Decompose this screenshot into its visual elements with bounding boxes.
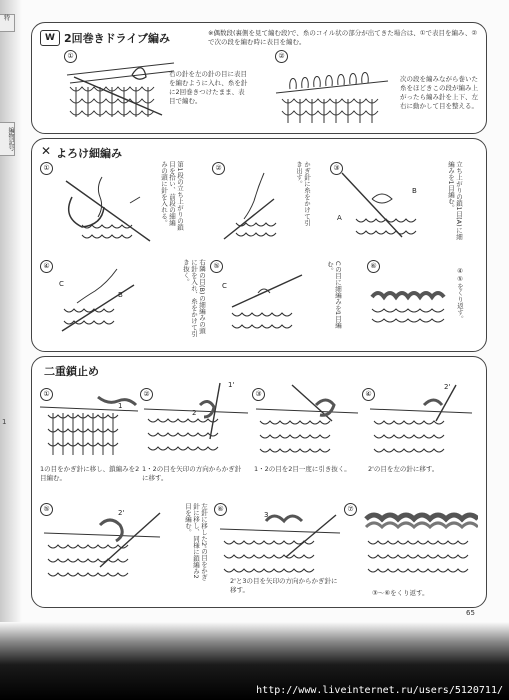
step-text: かぎ針に糸をかけて引き出す。 bbox=[295, 161, 311, 226]
bindoff-figure-7 bbox=[362, 507, 478, 583]
edge-tab-top: 特 bbox=[0, 14, 15, 32]
step-number: ① bbox=[64, 50, 77, 63]
bindoff-figure-5 bbox=[40, 507, 165, 583]
label-b: B bbox=[412, 187, 417, 195]
crochet-figure-2 bbox=[214, 169, 294, 251]
section-title: よろけ細編み bbox=[56, 147, 122, 160]
mark-1: 1 bbox=[118, 402, 123, 410]
step-number: ④ bbox=[40, 260, 53, 273]
section-intro: ※偶数段(裏側を見て編む段)で、糸のコイル状の部分が出てきた場合は、①で表目を編み、②で次の段を編む時に表目を編む。 bbox=[208, 29, 478, 46]
section-title: 二重鎖止め bbox=[44, 365, 99, 378]
step-text: 右隣の目(B)の細編みの頭に針を入れ、糸をかけて引き抜く。 bbox=[182, 259, 206, 337]
coiled-loops bbox=[290, 73, 369, 90]
step-number: ⑦ bbox=[344, 503, 357, 516]
page-number: 65 bbox=[466, 609, 475, 617]
step-number: ⑤ bbox=[40, 503, 53, 516]
crochet-figure-3 bbox=[332, 169, 432, 251]
step-text: 右の針を左の針の目に表目を編むように入れ、糸を針に2回巻きつけたまま、表目で編む。 bbox=[169, 70, 248, 105]
knit-rows bbox=[70, 87, 154, 117]
step-number: ③ bbox=[330, 162, 343, 175]
bindoff-figure-1 bbox=[38, 393, 142, 459]
drive-stitch-figure-2 bbox=[272, 55, 392, 125]
step-number: ③ bbox=[252, 388, 265, 401]
bindoff-figure-4 bbox=[366, 381, 476, 461]
label-c: C bbox=[59, 280, 64, 288]
mark-2-prime: 2' bbox=[444, 383, 451, 391]
step-number: ④ bbox=[362, 388, 375, 401]
section-drive-stitch bbox=[31, 22, 487, 134]
step-text: 1・2の目を矢印の方向からかぎ針に移す。 bbox=[142, 465, 242, 482]
mark-3: 3 bbox=[264, 511, 269, 519]
step-text: 第1段の立ち上がりの鎖目を拾い、前段の細編みの頭に針を入れる。 bbox=[160, 161, 184, 231]
edge-number: 1 bbox=[2, 418, 7, 426]
step-side-text: 左針に移した2'の目をかぎ針に移し、同様に鎖編み2目を編む。 bbox=[184, 503, 208, 581]
step-number: ② bbox=[212, 162, 225, 175]
mark-1-prime: 1' bbox=[228, 381, 235, 389]
step-text: 立ち上がりの鎖1目(A)に細編みを1目編む。 bbox=[447, 161, 463, 240]
step-number: ⑥ bbox=[367, 260, 380, 273]
step-text: ④⑤をくり返す。 bbox=[456, 267, 464, 322]
label-b: B bbox=[118, 291, 123, 299]
step-number: ② bbox=[275, 50, 288, 63]
section-twisted-single-crochet bbox=[31, 138, 487, 352]
bindoff-figure-2 bbox=[140, 379, 252, 461]
step-number: ⑥ bbox=[214, 503, 227, 516]
step-text: Cの目に細編みを1目編む。 bbox=[326, 261, 342, 329]
step-text: 次の段を編みながら巻いた糸をほどきこの段が編み上がったら編み針を上下、左右に動かして目を整える。 bbox=[400, 75, 478, 110]
step-text: 2'と3の目を矢印の方向からかぎ針に移す。 bbox=[230, 577, 338, 594]
book-spine bbox=[0, 0, 22, 700]
edge-tab-mid: 編物記号 bbox=[0, 122, 15, 156]
step-text: 2'の目を左の針に移す。 bbox=[368, 465, 439, 473]
drive-stitch-figure-1 bbox=[62, 57, 182, 123]
label-a: A bbox=[337, 214, 342, 222]
crochet-figure-5 bbox=[218, 267, 308, 337]
crochet-figure-6 bbox=[368, 285, 450, 329]
step-text: 1の目をかぎ針に移し、鎖編みを2目編む。 bbox=[40, 465, 140, 482]
section-title: 2回巻きドライブ編み bbox=[64, 32, 170, 45]
step-text: 1・2の目を2目一度に引き抜く。 bbox=[254, 465, 351, 473]
crochet-figure-4 bbox=[42, 265, 147, 340]
mark-2: 2 bbox=[192, 409, 197, 417]
watermark-url: http://www.liveinternet.ru/users/5120711/ bbox=[256, 685, 503, 696]
step-number: ② bbox=[140, 388, 153, 401]
step-number: ① bbox=[40, 388, 53, 401]
step-text: ③〜⑥をくり返す。 bbox=[372, 589, 429, 597]
mark-2-prime: 2' bbox=[118, 509, 125, 517]
stitch-symbol-icon: W bbox=[40, 30, 60, 46]
section-double-chain-bind-off bbox=[31, 356, 487, 608]
label-c: C bbox=[222, 282, 227, 290]
crochet-figure-1 bbox=[42, 167, 157, 249]
bindoff-figure-6 bbox=[216, 507, 344, 577]
bindoff-figure-3 bbox=[252, 381, 362, 461]
step-number: ⑤ bbox=[210, 260, 223, 273]
cross-symbol-icon: ✕ bbox=[41, 144, 52, 158]
step-number: ① bbox=[40, 162, 53, 175]
